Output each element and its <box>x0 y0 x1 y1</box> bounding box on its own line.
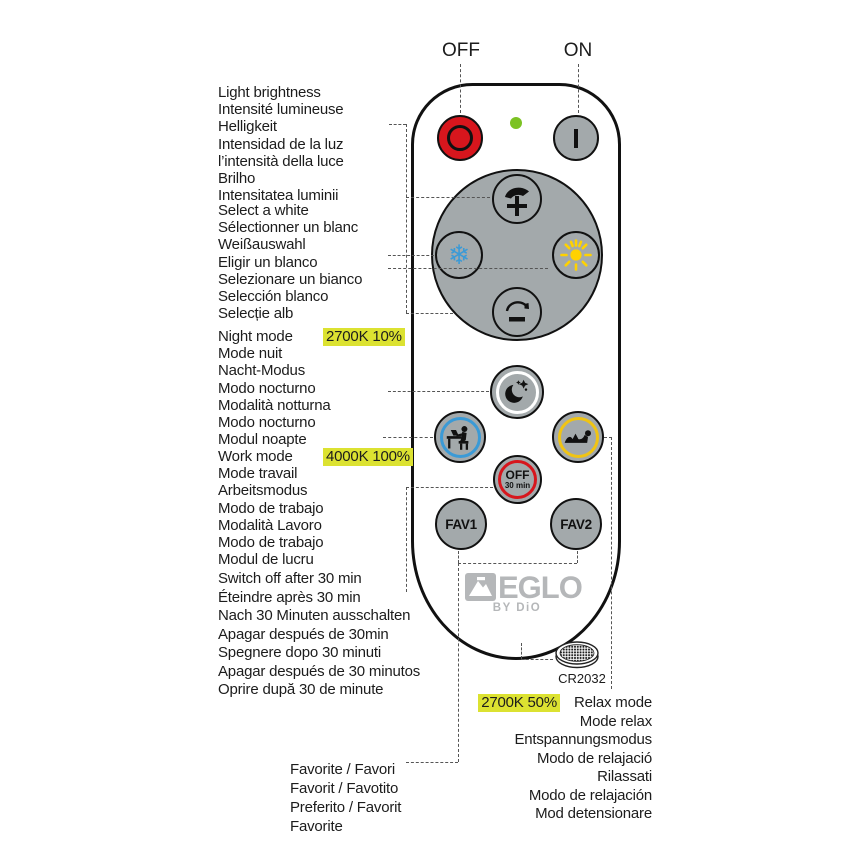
connector-cold-white <box>388 255 434 256</box>
fav1-button[interactable] <box>435 498 487 550</box>
fav2-label: FAV2 <box>560 516 592 532</box>
relax-mode-badge: 2700K 50% <box>478 694 560 712</box>
warm-white-button[interactable] <box>552 231 600 279</box>
relax-mode-button[interactable] <box>552 411 604 463</box>
label-relax-mode: 2700K 50% Relax mode Mode relax Entspannungsmodus Modo de relajació Rilassati Modo de relajación Mod detensionare <box>396 694 652 824</box>
connector-off30-a <box>406 487 493 488</box>
relax-person-icon <box>563 426 593 448</box>
brand-byline: BY DiO <box>492 602 542 614</box>
fav1-label: FAV1 <box>445 516 477 532</box>
battery-label: CR2032 <box>558 671 606 686</box>
off-30min-label-line2: 30 min <box>504 481 531 490</box>
connector-brightness-down <box>406 313 453 314</box>
connector-brightness-up <box>406 197 490 198</box>
connector-fav-stem <box>458 563 459 762</box>
work-mode-button[interactable] <box>434 411 486 463</box>
cold-white-snowflake-icon: ❄ <box>447 239 471 271</box>
battery-cr2032-icon <box>554 637 600 670</box>
brightness-down-button[interactable] <box>492 287 542 337</box>
connector-battery-a <box>521 643 522 659</box>
fav2-button[interactable] <box>550 498 602 550</box>
power-on-icon <box>574 129 578 148</box>
connector-brightness-a <box>389 124 406 125</box>
connector-work-mode <box>383 437 433 438</box>
work-mode-badge: 4000K 100% <box>323 448 413 466</box>
brightness-up-icon <box>499 181 535 217</box>
label-favorite: Favorite / Favori Favorit / Favotito Preferito / Favorit Favorite <box>290 761 402 835</box>
connector-fav-label <box>406 762 458 763</box>
connector-fav-bracket <box>458 563 577 564</box>
off-30min-button[interactable] <box>493 455 542 504</box>
eglo-logo-icon <box>465 573 496 601</box>
night-mode-button[interactable] <box>490 365 544 419</box>
connector-battery-b <box>521 659 553 660</box>
connector-relax-b <box>611 437 612 689</box>
label-switch-off: Switch off after 30 min Éteindre après 30 min Nach 30 Minuten ausschalten Apagar después de 30min Spegnere dopo 30 minuti Apagar después de 30 minutos Oprire după 30 de minute <box>218 570 421 698</box>
label-light-brightness: Light brightness Intensité lumineuse Helligkeit Intensidad de la luz l’intensità della luce Brilho Intensitatea luminii <box>218 84 344 205</box>
night-mode-badge: 2700K 10% <box>323 328 405 346</box>
connector-fav2 <box>577 551 578 563</box>
off-header-label: OFF <box>442 40 480 61</box>
night-moon-icon <box>500 375 534 409</box>
power-off-icon <box>447 125 473 151</box>
connector-brightness-b <box>406 124 407 313</box>
connector-fav1 <box>458 551 459 563</box>
connector-night-mode <box>388 391 489 392</box>
status-led <box>510 117 522 129</box>
brightness-down-icon <box>499 294 535 330</box>
work-desk-icon <box>445 422 475 452</box>
connector-off <box>460 64 461 113</box>
label-select-white: Select a white Sélectionner un blanc Weißauswahl Eligir un blanco Selezionare un bianco Selección blanco Selecție alb <box>218 202 363 323</box>
warm-white-sun-icon <box>559 238 593 272</box>
brand-name: EGLO <box>498 569 582 606</box>
cold-white-button[interactable] <box>435 231 483 279</box>
off-30min-label-line1: OFF <box>505 468 530 482</box>
connector-off30-b <box>406 487 407 592</box>
on-header-label: ON <box>563 40 593 61</box>
power-off-button[interactable] <box>437 115 483 161</box>
label-work-mode: Work mode 4000K 100% Mode travail Arbeitsmodus Modo de trabajo Modalità Lavoro Modo de trabajo Modul de lucru <box>218 448 413 568</box>
brightness-up-button[interactable] <box>492 174 542 224</box>
connector-on <box>578 64 579 113</box>
power-on-button[interactable] <box>553 115 599 161</box>
connector-warm-white <box>388 268 548 269</box>
label-night-mode: Night mode 2700K 10% Mode nuit Nacht-Modus Modo nocturno Modalità notturna Modo nocturno Modul noapte <box>218 328 405 448</box>
